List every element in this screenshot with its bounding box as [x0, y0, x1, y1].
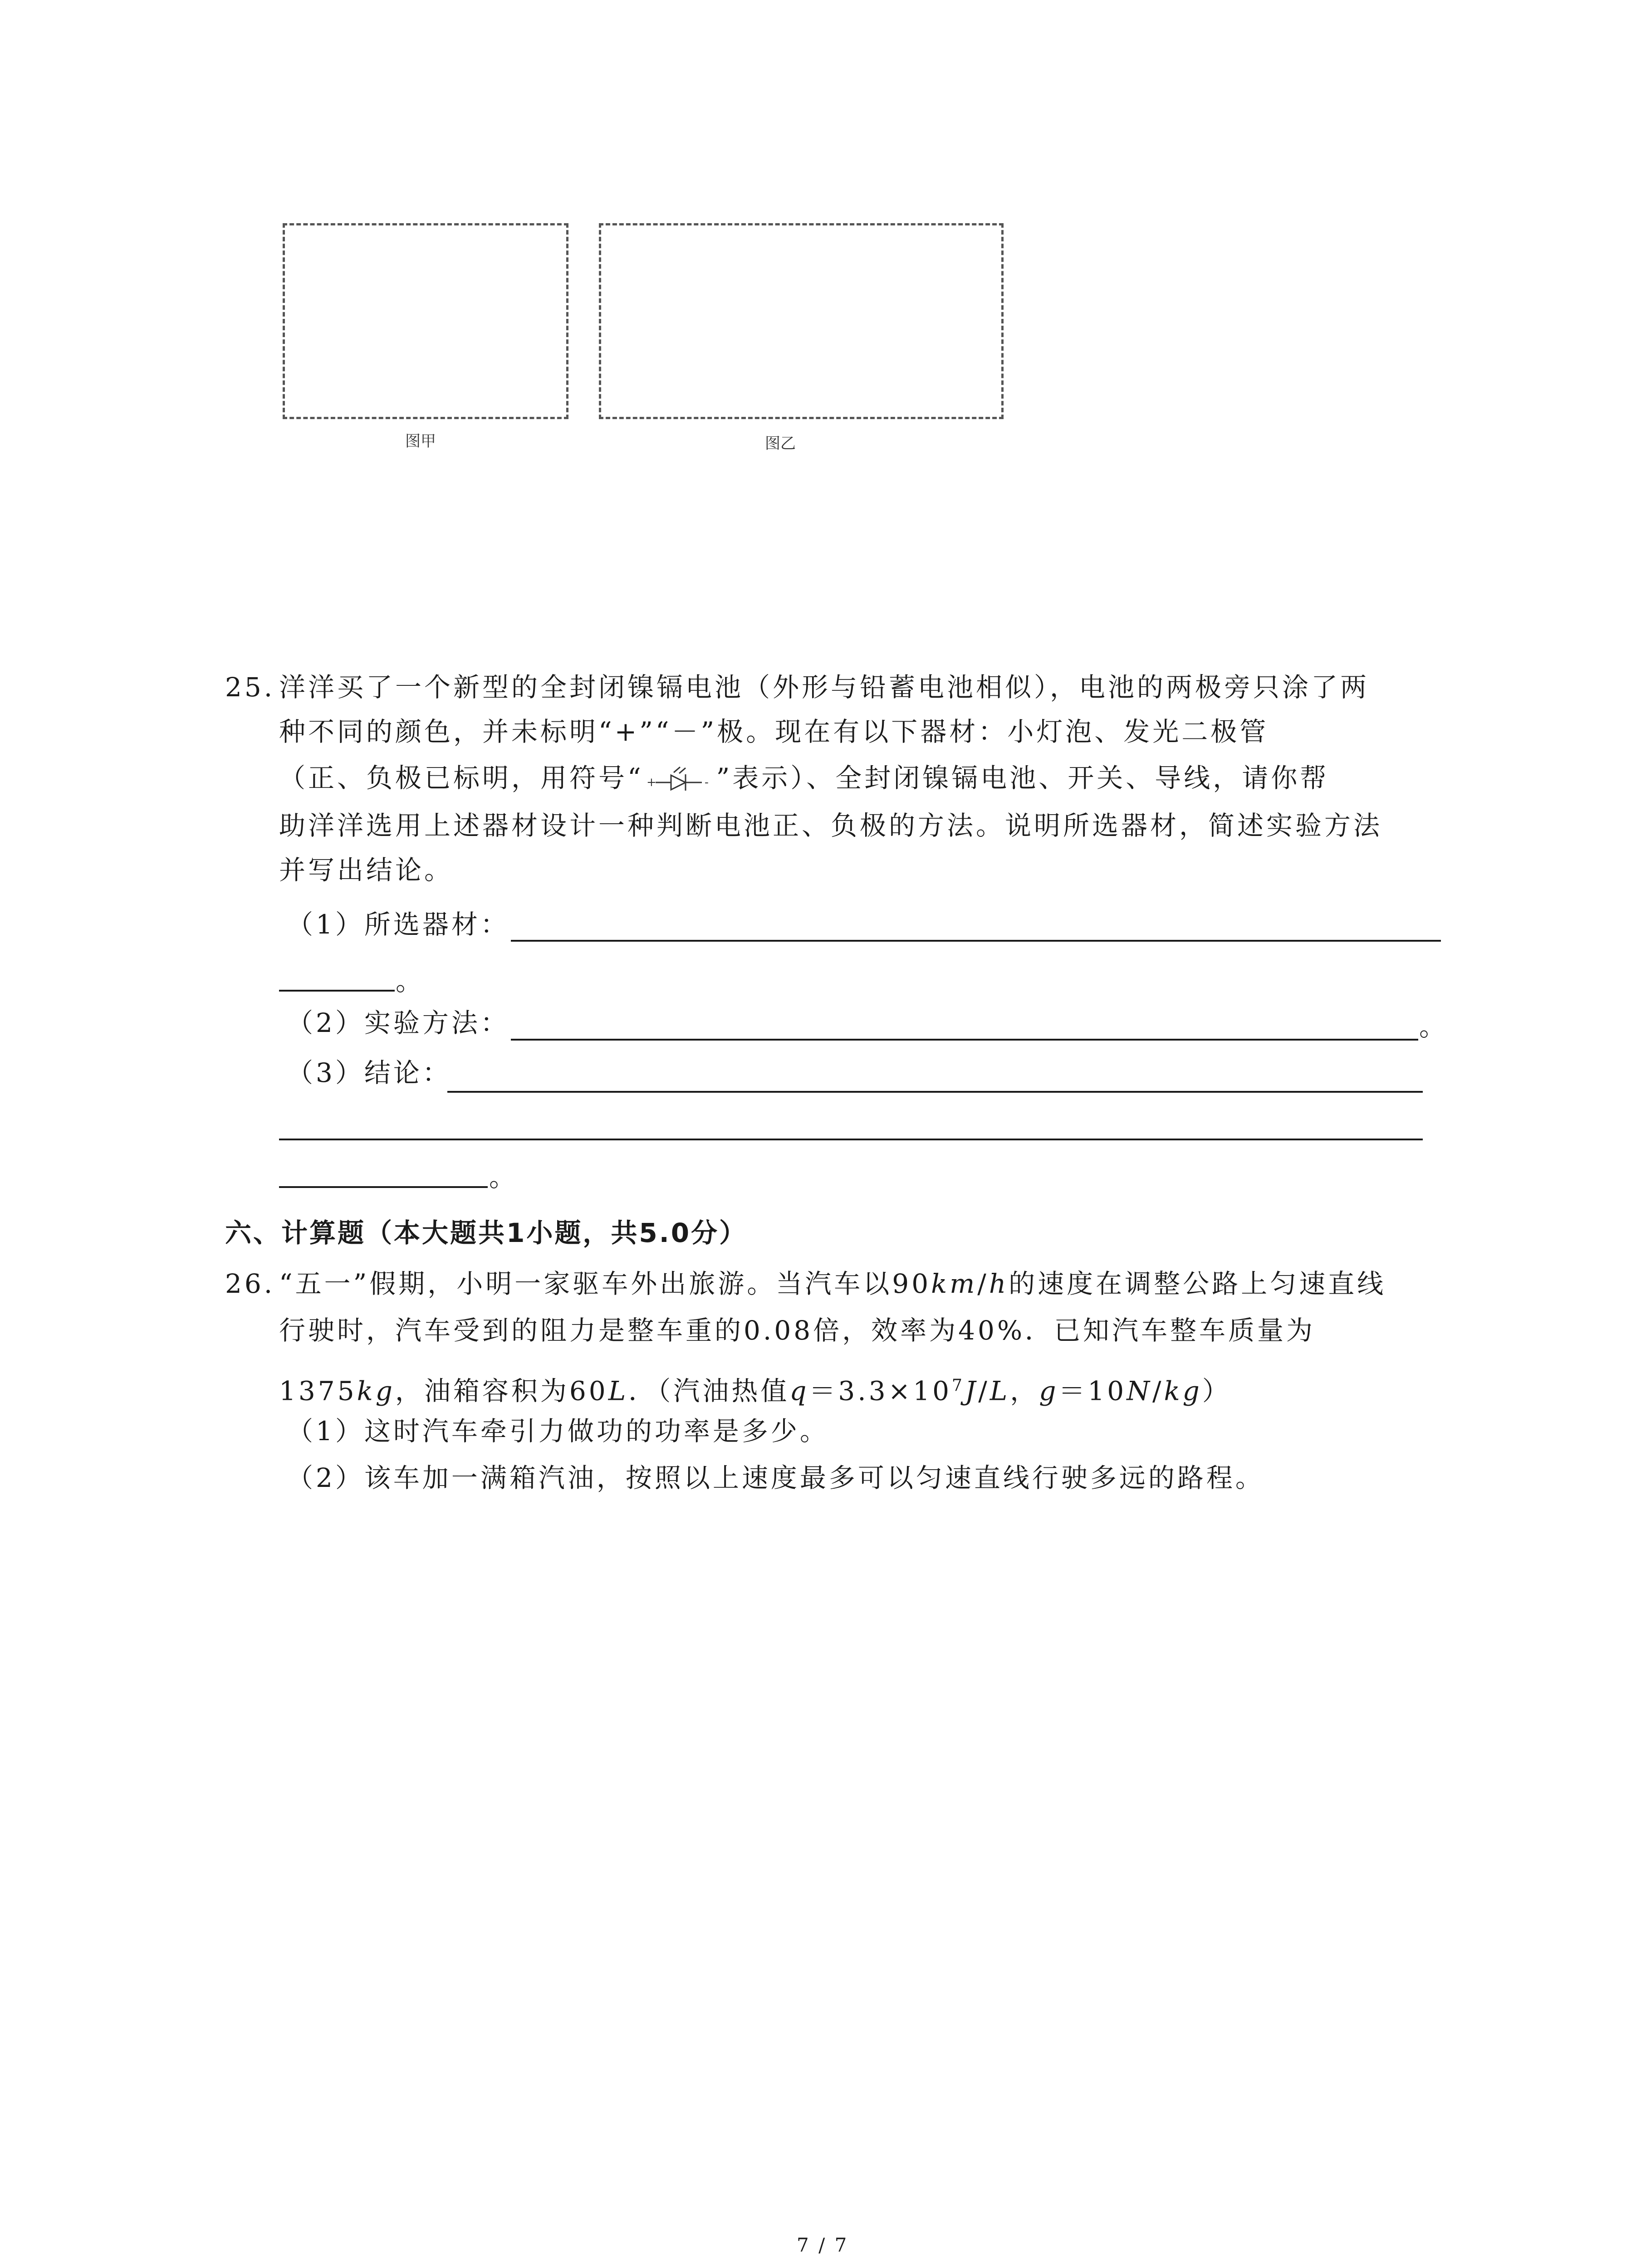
q26-unit-kg: kg — [357, 1375, 395, 1407]
q26-number: 26. — [225, 1268, 275, 1299]
q26-unit-km: km — [931, 1268, 978, 1299]
svg-text:-: - — [704, 775, 711, 789]
q25-sub1-answer-line[interactable] — [511, 940, 1441, 942]
q25-number: 25. — [225, 672, 275, 703]
q26-line-1-a: “五一”假期，小明一家驱车外出旅游。当汽车以90 — [279, 1268, 931, 1299]
q26-g-value: ＝10 — [1058, 1375, 1127, 1407]
q25-sub1-label: （1）所选器材： — [287, 909, 509, 940]
q26-unit-J: J — [965, 1375, 979, 1407]
q25-line-1: 洋洋买了一个新型的全封闭镍镉电池（外形与铅蓄电池相似），电池的两极旁只涂了两 — [279, 672, 1370, 703]
q26-unit-kg-2: kg — [1164, 1375, 1202, 1407]
q25-line-3 — [279, 762, 1329, 794]
q25-line-2: 种不同的颜色，并未标明“+”“－”极。现在有以下器材：小灯泡、发光二极管 — [279, 716, 1269, 747]
q25-line-4: 助洋洋选用上述器材设计一种判断电池正、负极的方法。说明所选器材，简述实验方法 — [279, 810, 1383, 841]
q25-sub2-answer-line[interactable] — [511, 1039, 1418, 1041]
q25-sub3-end: 。 — [489, 1162, 519, 1193]
q26-slash-3: / — [1152, 1375, 1164, 1407]
q26-unit-N: N — [1127, 1375, 1152, 1407]
figure-b-box — [599, 223, 1004, 419]
figure-b-caption: 图乙 — [765, 435, 796, 453]
q26-heat-value: ＝3.3×10 — [809, 1375, 952, 1407]
q25-sub1-answer-line-cont[interactable] — [279, 990, 395, 992]
q25-sub2-label: （2）实验方法： — [287, 1007, 509, 1038]
q26-line-3 — [279, 1370, 1231, 1407]
q26-comma: ， — [1010, 1375, 1039, 1407]
q26-volume-text: ，油箱容积为60 — [395, 1375, 608, 1407]
page-number: 7 / 7 — [797, 2234, 849, 2256]
q26-symbol-g: g — [1039, 1375, 1059, 1407]
q26-symbol-q: q — [789, 1375, 809, 1407]
q26-unit-L-2: L — [989, 1375, 1010, 1407]
q25-sub3-answer-line-2[interactable] — [279, 1139, 1423, 1140]
svg-text:+: + — [646, 775, 659, 789]
q26-unit-slash: / — [977, 1268, 989, 1299]
q26-close-paren: ） — [1202, 1375, 1231, 1407]
q26-line-1-b: 的速度在调整公路上匀速直线 — [1009, 1268, 1386, 1299]
q25-line-3-post: ”表示）、全封闭镍镉电池、开关、导线，请你帮 — [716, 763, 1329, 793]
q25-sub2-end: 。 — [1419, 1011, 1449, 1042]
q26-line-2: 行驶时，汽车受到的阻力是整车重的0.08倍，效率为40%．已知汽车整车质量为 — [279, 1315, 1316, 1346]
diode-symbol-icon — [644, 766, 716, 794]
q26-unit-h: h — [989, 1268, 1009, 1299]
q26-exponent: 7 — [952, 1376, 965, 1395]
q26-slash-2: / — [978, 1375, 990, 1407]
q26-sub2: （2）该车加一满箱汽油，按照以上速度最多可以匀速直线行驶多远的路程。 — [287, 1462, 1264, 1493]
q26-unit-L: L — [608, 1375, 629, 1407]
figure-a-caption: 图甲 — [405, 432, 436, 450]
q25-line-3-pre: （正、负极已标明，用符号“ — [279, 763, 644, 793]
q25-sub3-answer-line[interactable] — [447, 1091, 1423, 1093]
q25-sub3-answer-line-3[interactable] — [279, 1186, 488, 1188]
q26-heat-value-text: ．（汽油热值 — [628, 1375, 790, 1407]
q25-sub3-label: （3）结论： — [287, 1057, 451, 1088]
q26-mass-value: 1375 — [279, 1375, 357, 1407]
section-6-title: 六、计算题（本大题共1小题，共5.0分） — [225, 1217, 748, 1248]
figure-a-box — [283, 223, 568, 419]
q25-sub1-end: 。 — [396, 966, 425, 997]
q26-sub1: （1）这时汽车牵引力做功的功率是多少。 — [287, 1416, 829, 1447]
q26-line-1 — [279, 1268, 1386, 1300]
q25-line-5: 并写出结论。 — [279, 855, 454, 885]
